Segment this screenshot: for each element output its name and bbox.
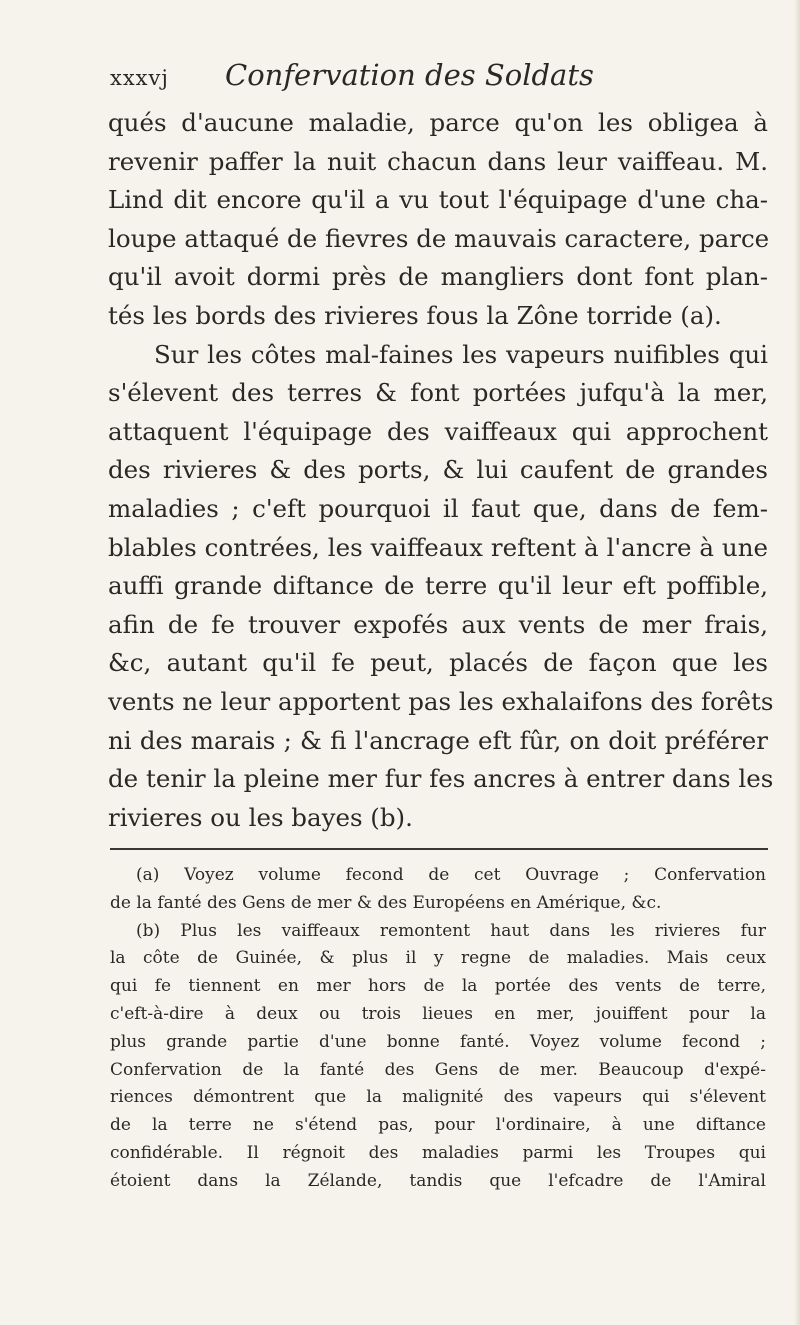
text-line: auffi grande diftance de terre qu'il leur eft poffible, bbox=[108, 571, 768, 601]
text-line: ni des marais ; & fi l'ancrage eft fûr, on doit préférer bbox=[108, 725, 768, 755]
text-line: blables contrées, les vaiffeaux reftent à l'ancre à une bbox=[108, 532, 768, 562]
footnote-line: qui fe tiennent en mer hors de la portée des vents de terre, bbox=[110, 976, 766, 997]
text-line: afin de fe trouver expofés aux vents de mer frais, bbox=[108, 609, 768, 639]
footnote-line: étoient dans la Zélande, tandis que l'efcadre de l'Amiral bbox=[110, 1170, 766, 1191]
footnote-line: (b) Plus les vaiffeaux remontent haut dans les rivieres fur bbox=[136, 920, 766, 941]
text-line: qu'il avoit dormi près de mangliers dont font plan- bbox=[108, 262, 768, 292]
text-line: loupe attaqué de fievres de mauvais caractere, parce bbox=[108, 223, 770, 253]
footnotes bbox=[110, 862, 766, 1196]
text-line: maladies ; c'eft pourquoi il faut que, dans de fem- bbox=[108, 493, 768, 523]
text-line: &c, autant qu'il fe peut, placés de façon que les bbox=[108, 648, 768, 678]
footnote-line: la côte de Guinée, & plus il y regne de maladies. Mais ceux bbox=[110, 948, 766, 969]
footnote-line: plus grande partie d'une bonne fanté. Voyez volume fecond ; bbox=[110, 1031, 766, 1052]
text-line: revenir paffer la nuit chacun dans leur vaiffeau. M. bbox=[108, 146, 768, 176]
text-line: rivieres ou les bayes (b). bbox=[108, 802, 413, 832]
text-line: attaquent l'équipage des vaiffeaux qui approchent bbox=[108, 416, 768, 446]
footnote-line: de la terre ne s'étend pas, pour l'ordinaire, à une diftance bbox=[110, 1115, 766, 1136]
text-line: de tenir la pleine mer fur fes ancres à entrer dans les bbox=[108, 764, 774, 794]
text-line: Lind dit encore qu'il a vu tout l'équipage d'une cha- bbox=[108, 185, 768, 215]
page-header bbox=[110, 58, 730, 98]
text-line: s'élevent des terres & font portées jufqu'à la mer, bbox=[108, 378, 768, 408]
page-edge-shadow bbox=[794, 0, 800, 1325]
text-line: tés les bords des rivieres fous la Zône torride (a). bbox=[108, 300, 722, 330]
footnote-rule bbox=[110, 848, 768, 850]
page-number: xxxvj bbox=[110, 66, 169, 90]
footnote-line: confidérable. Il régnoit des maladies parmi les Troupes qui bbox=[110, 1142, 766, 1163]
text-line: Sur les côtes mal-faines les vapeurs nuifibles qui bbox=[154, 339, 768, 369]
text-line: vents ne leur apportent pas les exhalaifons des forêts bbox=[108, 686, 774, 716]
running-title: Confervation des Soldats bbox=[225, 58, 594, 92]
footnote-line: Confervation de la fanté des Gens de mer. Beaucoup d'expé- bbox=[110, 1059, 766, 1080]
text-line: des rivieres & des ports, & lui caufent de grandes bbox=[108, 455, 768, 485]
footnote-line: c'eft-à-dire à deux ou trois lieues en mer, jouiffent pour la bbox=[110, 1003, 766, 1024]
main-text bbox=[108, 104, 774, 837]
footnote-line: riences démontrent que la malignité des vapeurs qui s'élevent bbox=[110, 1087, 766, 1108]
text-line: qués d'aucune maladie, parce qu'on les obligea à bbox=[108, 108, 768, 137]
footnote-line: (a) Voyez volume fecond de cet Ouvrage ; Confervation bbox=[136, 865, 766, 885]
footnote-line: de la fanté des Gens de mer & des Européens en Amérique, &c. bbox=[110, 892, 662, 913]
